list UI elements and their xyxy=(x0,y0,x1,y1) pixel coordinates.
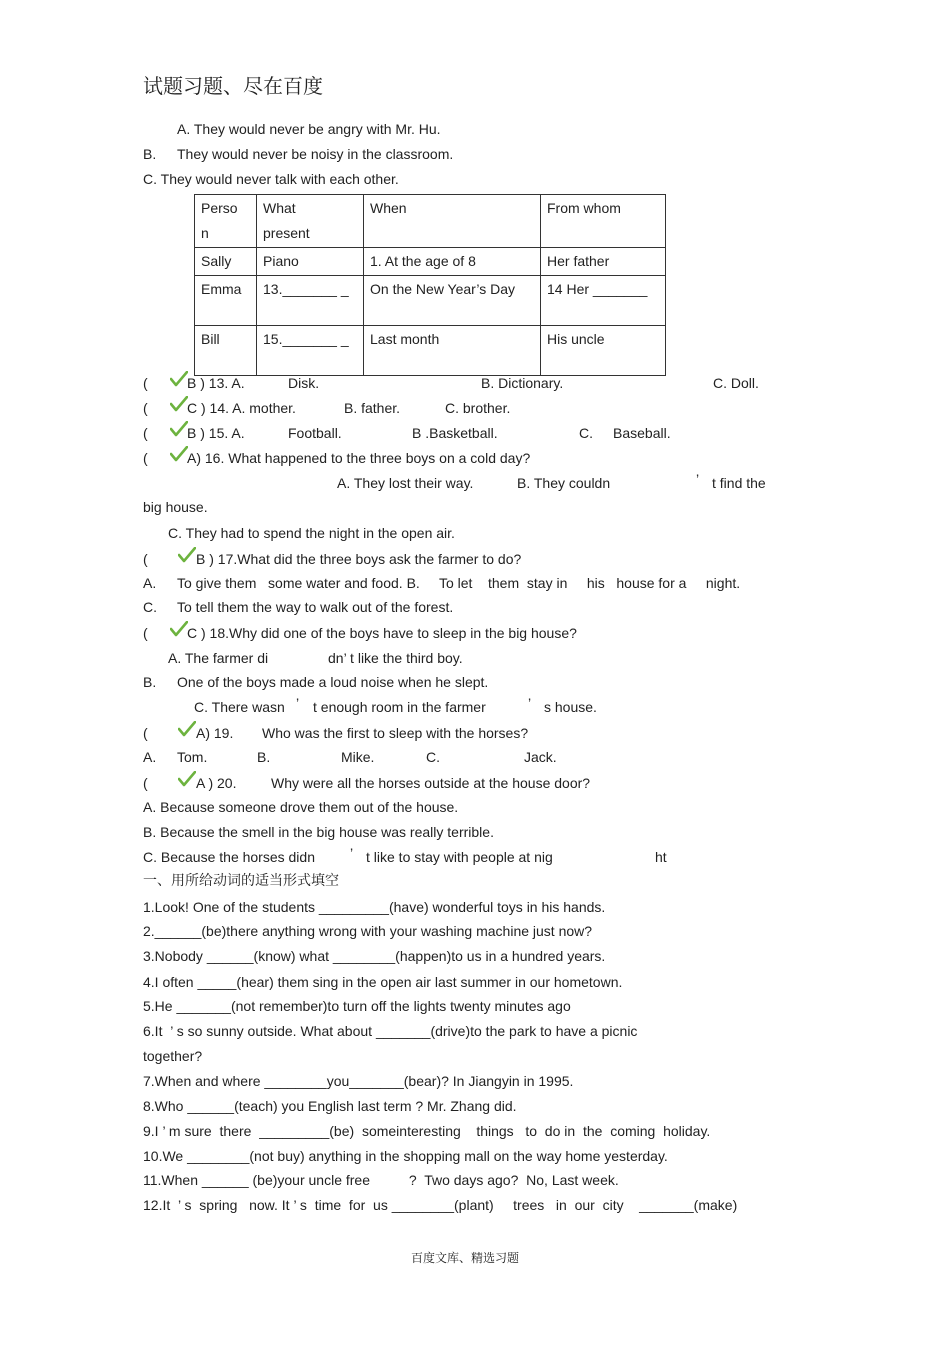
paren: ( xyxy=(143,725,148,741)
table-cell: Sally xyxy=(195,248,257,276)
table-cell: 1. At the age of 8 xyxy=(364,248,541,276)
q16-option-b-rest: t find the xyxy=(712,475,766,491)
table-cell: Bill xyxy=(195,326,257,376)
checkmark-icon xyxy=(170,371,188,387)
q17-option-a-letter: A. xyxy=(143,575,157,591)
table-cell: On the New Year’s Day xyxy=(364,276,541,326)
q18-option-b-letter: B. xyxy=(143,674,157,690)
apostrophe: ’ xyxy=(350,845,354,861)
fill-item: 3.Nobody ______(know) what ________(happen)to us in a hundred years. xyxy=(143,948,606,964)
option-b: They would never be noisy in the classroom. xyxy=(177,146,454,162)
checkmark-icon xyxy=(178,771,196,787)
checkmark-icon xyxy=(170,446,188,462)
q18-option-c-part3: s house. xyxy=(544,699,597,715)
q18-option-c-part2: t enough room in the farmer xyxy=(313,699,486,715)
section-heading: 一、用所给动词的适当形式填空 xyxy=(143,873,339,889)
table-header-cell: Perso n xyxy=(195,195,257,248)
q19-number: A) 19. xyxy=(196,725,234,741)
paren: ( xyxy=(143,425,148,441)
table-cell: Emma xyxy=(195,276,257,326)
table-header-row xyxy=(195,195,666,248)
table-cell: Last month xyxy=(364,326,541,376)
q14-option-b: B. father. xyxy=(344,400,401,416)
checkmark-icon xyxy=(170,396,188,412)
fill-item: 5.He _______(not remember)to turn off the lights twenty minutes ago xyxy=(143,998,571,1014)
q16-option-b-wrap: big house. xyxy=(143,499,208,515)
q20-option-a: A. Because someone drove them out of the house. xyxy=(143,799,459,815)
q13-option-b: B. Dictionary. xyxy=(481,375,564,391)
fill-item: 9.I ’ m sure there _________(be) someinteresting things to do in the coming holiday. xyxy=(143,1123,711,1139)
q19-option-b: Mike. xyxy=(341,749,375,765)
q20-option-c-part2: t like to stay with people at nig xyxy=(366,849,553,865)
paren: ( xyxy=(143,625,148,641)
q20-option-c-part1: C. Because the horses didn xyxy=(143,849,315,865)
fill-item: 10.We ________(not buy) anything in the shopping mall on the way home yesterday. xyxy=(143,1148,668,1164)
table-cell: 15._______ _ xyxy=(257,326,364,376)
q19-option-c-letter: C. xyxy=(426,749,440,765)
fill-item: 7.When and where ________you_______(bear)? In Jiangyin in 1995. xyxy=(143,1073,574,1089)
fill-item: 4.I often _____(hear) them sing in the open air last summer in our hometown. xyxy=(143,974,623,990)
apostrophe: ’ xyxy=(696,471,700,487)
table-row xyxy=(195,248,666,276)
option-a: A. They would never be angry with Mr. Hu. xyxy=(177,121,441,137)
q18-question: C ) 18.Why did one of the boys have to sleep in the big house? xyxy=(187,625,577,641)
q19-option-c: Jack. xyxy=(524,749,557,765)
q15-option-c: Baseball. xyxy=(613,425,671,441)
q20-option-b: B. Because the smell in the big house was really terrible. xyxy=(143,824,494,840)
q16-option-c: C. They had to spend the night in the open air. xyxy=(168,525,455,541)
q19-option-a-letter: A. xyxy=(143,749,157,765)
option-b-letter: B. xyxy=(143,146,157,162)
checkmark-icon xyxy=(170,421,188,437)
q20-number: A ) 20. xyxy=(196,775,237,791)
q15-option-a: Football. xyxy=(288,425,342,441)
q13-option-a: Disk. xyxy=(288,375,320,391)
q13-option-c: C. Doll. xyxy=(713,375,759,391)
q15-option-b: B .Basketball. xyxy=(412,425,498,441)
paren: ( xyxy=(143,450,148,466)
q14-answer: C ) 14. A. mother. xyxy=(187,400,296,416)
q19-question: Who was the first to sleep with the horses? xyxy=(262,725,529,741)
table-header-cell: What present xyxy=(257,195,364,248)
table-row xyxy=(195,276,666,326)
table-header-cell: When xyxy=(364,195,541,248)
paren: ( xyxy=(143,775,148,791)
q15-option-c-letter: C. xyxy=(579,425,593,441)
present-table xyxy=(194,194,666,376)
q17-option-a: To give them some water and food. B. To let them stay in his house for a night. xyxy=(177,575,741,591)
q16-question: A) 16. What happened to the three boys on a cold day? xyxy=(187,450,531,466)
q18-option-a-part1: A. The farmer di xyxy=(168,650,269,666)
page-title: 试题习题、尽在百度 xyxy=(143,74,323,98)
table-cell: Piano xyxy=(257,248,364,276)
q17-option-c-letter: C. xyxy=(143,599,157,615)
q18-option-c-part1: C. There wasn xyxy=(194,699,285,715)
fill-item: 12.It ’ s spring now. It ’ s time for us ________(plant) trees in our city _______(make) xyxy=(143,1197,738,1213)
option-c: C. They would never talk with each other. xyxy=(143,171,399,187)
q18-option-a-part2: dn’ t like the third boy. xyxy=(328,650,463,666)
q13-answer: B ) 13. A. xyxy=(187,375,245,391)
checkmark-icon xyxy=(178,721,196,737)
q20-question: Why were all the horses outside at the house door? xyxy=(271,775,591,791)
table-header-cell: From whom xyxy=(541,195,666,248)
q15-answer: B ) 15. A. xyxy=(187,425,245,441)
q17-option-c: To tell them the way to walk out of the forest. xyxy=(177,599,454,615)
checkmark-icon xyxy=(170,621,188,637)
page-footer: 百度文库、精选习题 xyxy=(411,1251,520,1265)
q16-option-b: B. They couldn xyxy=(517,475,611,491)
q16-option-a: A. They lost their way. xyxy=(337,475,474,491)
paren: ( xyxy=(143,375,148,391)
apostrophe: ’ xyxy=(528,695,532,711)
table-cell: His uncle xyxy=(541,326,666,376)
paren: ( xyxy=(143,400,148,416)
q18-option-b: One of the boys made a loud noise when he slept. xyxy=(177,674,489,690)
q14-option-c: C. brother. xyxy=(445,400,511,416)
table-cell: 14 Her _______ xyxy=(541,276,666,326)
fill-item: 11.When ______ (be)your uncle free ? Two days ago? No, Last week. xyxy=(143,1172,619,1188)
fill-item-wrap: together? xyxy=(143,1048,203,1064)
q19-option-a: Tom. xyxy=(177,749,208,765)
q19-option-b-letter: B. xyxy=(257,749,271,765)
table-row xyxy=(195,326,666,376)
table-cell: Her father xyxy=(541,248,666,276)
fill-item: 8.Who ______(teach) you English last term ? Mr. Zhang did. xyxy=(143,1098,517,1114)
checkmark-icon xyxy=(178,547,196,563)
q20-option-c-part3: ht xyxy=(655,849,667,865)
apostrophe: ’ xyxy=(296,695,300,711)
paren: ( xyxy=(143,551,148,567)
q17-question: B ) 17.What did the three boys ask the farmer to do? xyxy=(196,551,522,567)
fill-item: 6.It ’ s so sunny outside. What about _______(drive)to the park to have a picnic xyxy=(143,1023,638,1039)
fill-item: 1.Look! One of the students _________(have) wonderful toys in his hands. xyxy=(143,899,606,915)
table-cell: 13._______ _ xyxy=(257,276,364,326)
fill-item: 2.______(be)there anything wrong with your washing machine just now? xyxy=(143,923,593,939)
